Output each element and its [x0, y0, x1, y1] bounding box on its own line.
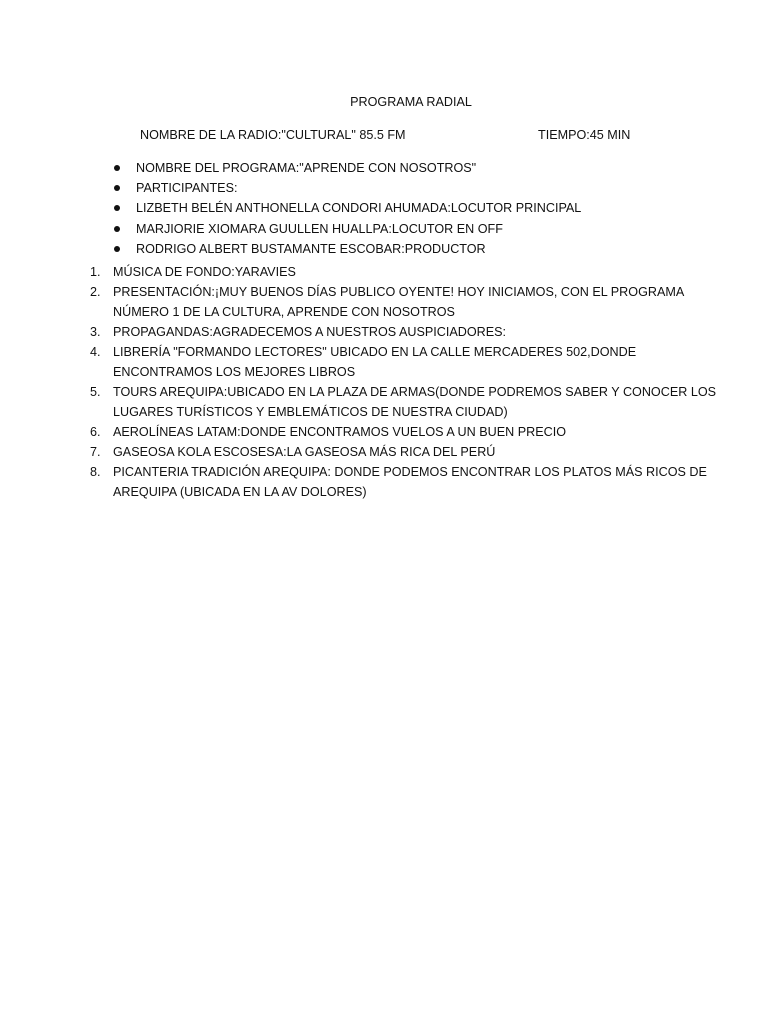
bullet-text: PARTICIPANTES: — [136, 181, 238, 196]
numbered-list — [0, 262, 717, 502]
item-number: 5. — [90, 385, 101, 399]
numbered-item — [0, 282, 685, 322]
numbered-item — [0, 442, 668, 462]
program-duration: TIEMPO:45 MIN — [538, 128, 631, 142]
numbered-item — [0, 382, 717, 422]
item-number: 7. — [90, 445, 101, 459]
item-number: 1. — [90, 265, 101, 279]
numbered-item — [0, 422, 668, 442]
bullet-dot-icon — [114, 165, 120, 171]
item-text-continued: NÚMERO 1 DE LA CULTURA, APRENDE CON NOSOTROS — [113, 305, 455, 319]
item-text: AEROLÍNEAS LATAM:DONDE ENCONTRAMOS VUELOS A UN BUEN PRECIO — [113, 425, 566, 439]
item-text: PROPAGANDAS:AGRADECEMOS A NUESTROS AUSPICIADORES: — [113, 325, 507, 339]
bullet-text: MARJIORIE XIOMARA GUULLEN HUALLPA:LOCUTOR EN OFF — [136, 221, 503, 236]
bullet-item — [0, 241, 581, 261]
bullet-item — [0, 180, 581, 200]
bullet-text: NOMBRE DEL PROGRAMA:"APRENDE CON NOSOTROS" — [136, 161, 477, 175]
item-number: 4. — [90, 345, 101, 359]
item-number: 3. — [90, 325, 101, 339]
bullet-dot-icon — [114, 185, 120, 191]
item-text-continued: AREQUIPA (UBICADA EN LA AV DOLORES) — [113, 485, 367, 499]
item-text: GASEOSA KOLA ESCOSESA:LA GASEOSA MÁS RICA DEL PERÚ — [113, 445, 496, 459]
bullet-dot-icon — [114, 226, 120, 232]
bullet-item — [0, 221, 581, 241]
numbered-item — [0, 322, 668, 342]
bullet-item — [0, 160, 581, 180]
bullet-dot-icon — [114, 246, 120, 252]
numbered-item — [0, 262, 668, 282]
item-text-continued: LUGARES TURÍSTICOS Y EMBLEMÁTICOS DE NUESTRA CIUDAD) — [113, 405, 508, 419]
item-text: TOURS AREQUIPA:UBICADO EN LA PLAZA DE ARMAS(DONDE PODREMOS SABER Y CONOCER LOS — [113, 385, 717, 399]
numbered-item — [0, 342, 668, 382]
item-number: 6. — [90, 425, 101, 439]
document-title: PROGRAMA RADIAL — [350, 95, 472, 109]
item-text: LIBRERÍA "FORMANDO LECTORES" UBICADO EN LA CALLE MERCADERES 502,DONDE — [113, 345, 637, 359]
bullet-text: LIZBETH BELÉN ANTHONELLA CONDORI AHUMADA:LOCUTOR PRINCIPAL — [136, 201, 582, 216]
item-text: PICANTERIA TRADICIÓN AREQUIPA: DONDE PODEMOS ENCONTRAR LOS PLATOS MÁS RICOS DE — [113, 465, 707, 479]
bullet-list — [0, 160, 581, 261]
item-text: PRESENTACIÓN:¡MUY BUENOS DÍAS PUBLICO OYENTE! HOY INICIAMOS, CON EL PROGRAMA — [113, 285, 685, 299]
radio-name: NOMBRE DE LA RADIO:"CULTURAL" 85.5 FM — [140, 128, 406, 142]
bullet-item — [0, 200, 581, 220]
bullet-text: RODRIGO ALBERT BUSTAMANTE ESCOBAR:PRODUCTOR — [136, 241, 486, 256]
item-text: MÚSICA DE FONDO:YARAVIES — [113, 265, 296, 279]
bullet-dot-icon — [114, 205, 120, 211]
item-number: 2. — [90, 285, 101, 299]
item-number: 8. — [90, 465, 101, 479]
item-text-continued: ENCONTRAMOS LOS MEJORES LIBROS — [113, 365, 356, 379]
numbered-item — [0, 462, 707, 502]
